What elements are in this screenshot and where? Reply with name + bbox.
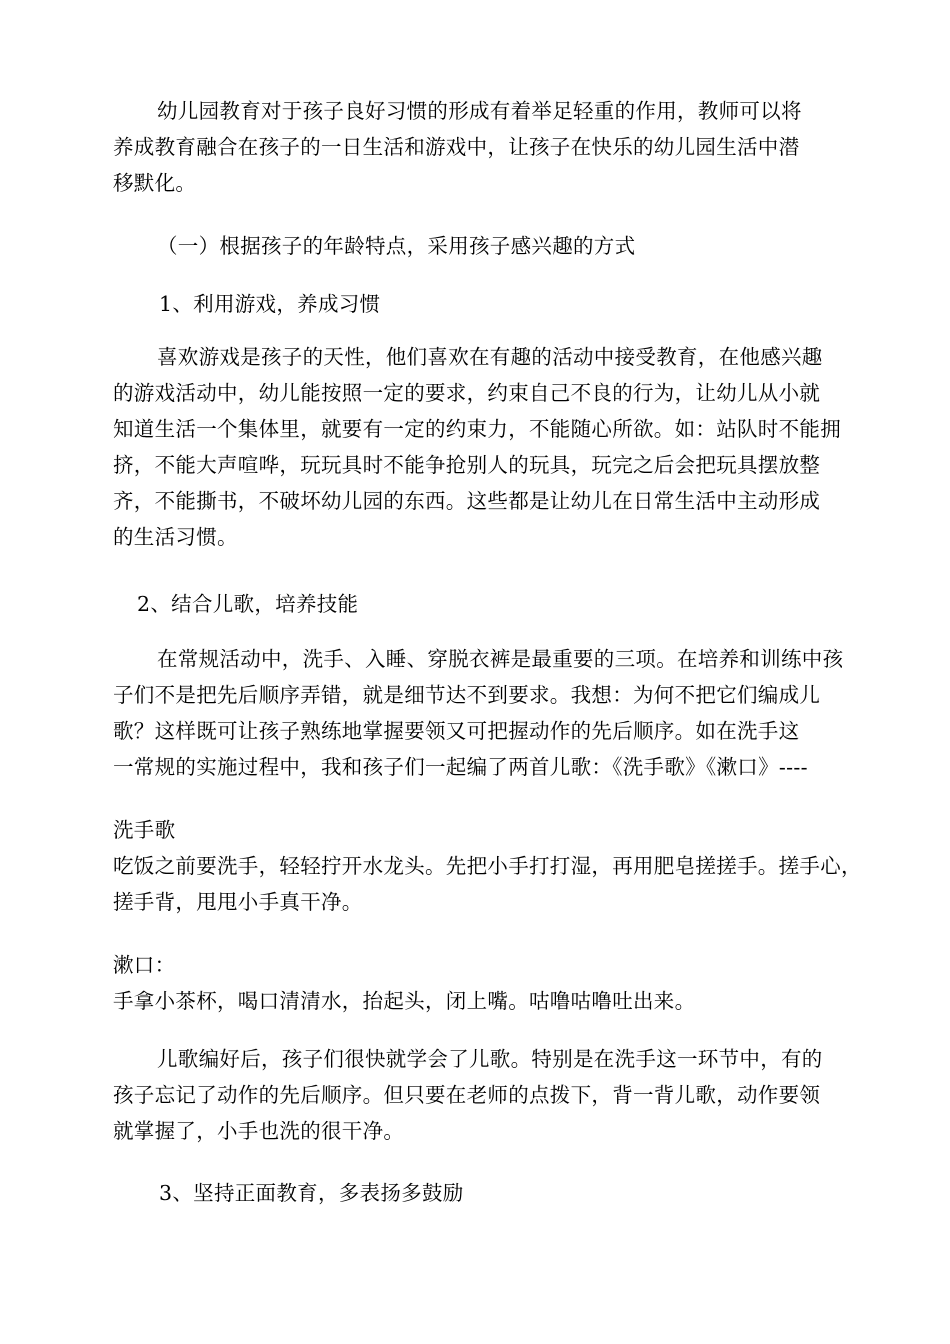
- paragraph-line: 孩子忘记了动作的先后顺序。但只要在老师的点拨下，背一背儿歌，动作要领: [113, 1083, 821, 1107]
- paragraph-line: 齐，不能撕书，不破坏幼儿园的东西。这些都是让幼儿在日常生活中主动形成: [113, 489, 821, 513]
- subsection-heading: 3、坚持正面教育，多表扬多鼓励: [159, 1181, 464, 1205]
- paragraph-line: 的生活习惯。: [113, 525, 238, 549]
- song-title: 漱口：: [113, 953, 176, 977]
- song-title: 洗手歌: [113, 818, 176, 842]
- paragraph-line: 挤，不能大声喧哗，玩玩具时不能争抢别人的玩具，玩完之后会把玩具摆放整: [113, 453, 821, 477]
- subsection-heading: 2、结合儿歌，培养技能: [137, 592, 359, 616]
- paragraph-line: 知道生活一个集体里，就要有一定的约束力，不能随心所欲。如：站队时不能拥: [113, 417, 841, 441]
- paragraph-line: 在常规活动中，洗手、入睡、穿脱衣裤是最重要的三项。在培养和训练中孩: [157, 647, 844, 671]
- paragraph-line: 的游戏活动中，幼儿能按照一定的要求，约束自己不良的行为，让幼儿从小就: [113, 381, 821, 405]
- paragraph-line: 幼儿园教育对于孩子良好习惯的形成有着举足轻重的作用，教师可以将: [157, 99, 802, 123]
- song-line: 搓手背，甩甩小手真干净。: [113, 890, 363, 914]
- paragraph-line: 喜欢游戏是孩子的天性，他们喜欢在有趣的活动中接受教育，在他感兴趣: [157, 345, 823, 369]
- paragraph-line: 就掌握了，小手也洗的很干净。: [113, 1119, 405, 1143]
- subsection-paragraph: [113, 1041, 873, 1149]
- subsection-paragraph: [113, 641, 873, 785]
- subsection-heading: 1、利用游戏，养成习惯: [159, 292, 381, 316]
- song-block: [113, 812, 873, 920]
- paragraph-line: 儿歌编好后，孩子们很快就学会了儿歌。特别是在洗手这一环节中，有的: [157, 1047, 823, 1071]
- intro-paragraph: [113, 93, 873, 201]
- song-line: 手拿小茶杯，喝口清清水，抬起头，闭上嘴。咕噜咕噜吐出来。: [113, 989, 696, 1013]
- section-heading: （一）根据孩子的年龄特点，采用孩子感兴趣的方式: [157, 234, 636, 258]
- song-block: [113, 947, 873, 1019]
- subsection-paragraph: [113, 339, 873, 555]
- paragraph-line: 子们不是把先后顺序弄错，就是细节达不到要求。我想：为何不把它们编成儿: [113, 683, 821, 707]
- paragraph-line: 一常规的实施过程中，我和孩子们一起编了两首儿歌：《洗手歌》《漱口》----: [113, 755, 808, 779]
- song-line: 吃饭之前要洗手，轻轻拧开水龙头。先把小手打打湿，再用肥皂搓搓手。搓手心，: [113, 854, 862, 878]
- paragraph-line: 养成教育融合在孩子的一日生活和游戏中，让孩子在快乐的幼儿园生活中潜: [113, 135, 800, 159]
- paragraph-line: 歌？这样既可让孩子熟练地掌握要领又可把握动作的先后顺序。如在洗手这: [113, 719, 800, 743]
- paragraph-line: 移默化。: [113, 171, 197, 195]
